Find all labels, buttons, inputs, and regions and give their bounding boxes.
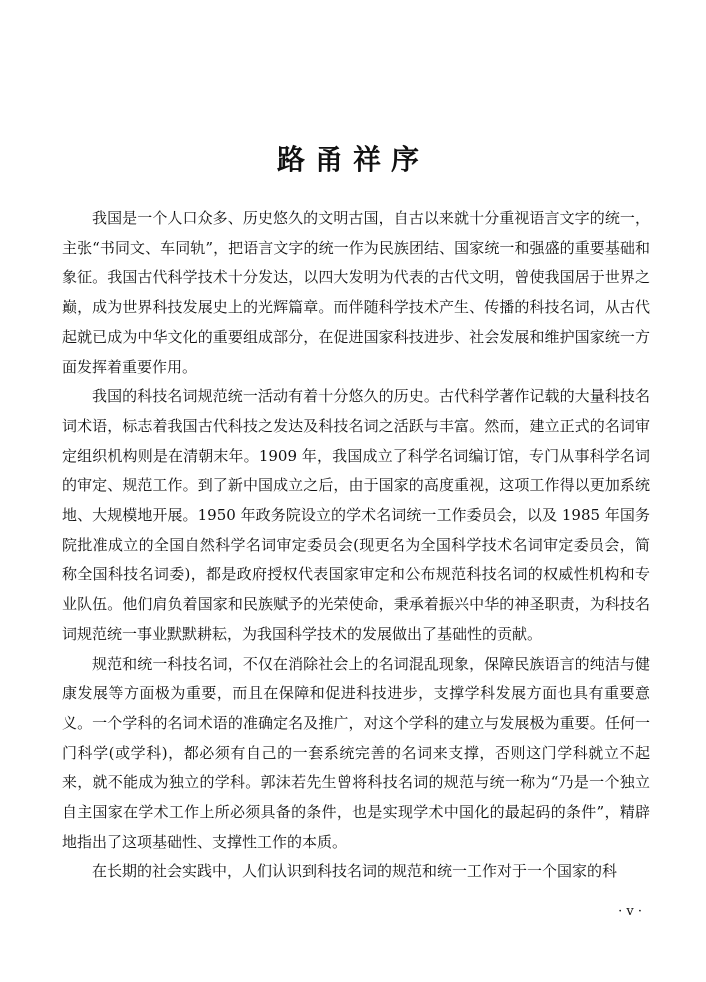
paragraph-2: 我国的科技名词规范统一活动有着十分悠久的历史。古代科学著作记载的大量科技名词术语，标志着我国古代科技之发达及科技名词之活跃与丰富。然而，建立正式的名词审定组织机构则是在清朝末年。1909 年，我国成立了科学名词编订馆，专门从事科学名词的审定、规范工作。到了新中国成立之后，由于国家的高度重视，这项工作得以更加系统地、大规模地开展。1950 年政务院设立的学术名词统一工作委员会，以及 1985 年国务院批准成立的全国自然科学名词审定委员会(现更名为全国科学技术名词审定委员会，简称全国科技名词委)，都是政府授权代表国家审定和公布规范科技名词的权威性机构和专业队伍。他们肩负着国家和民族赋予的光荣使命，秉承着振兴中华的神圣职责，为科技名词规范统一事业默默耕耘，为我国科学技术的发展做出了基础性的贡献。	[62, 387, 650, 643]
preface-body	[62, 204, 650, 887]
paragraph-1: 我国是一个人口众多、历史悠久的文明古国，自古以来就十分重视语言文字的统一，主张“书同文、车同轨”，把语言文字的统一作为民族团结、国家统一和强盛的重要基础和象征。我国古代科学技术十分发达，以四大发明为代表的古代文明，曾使我国居于世界之巅，成为世界科技发展史上的光辉篇章。而伴随科学技术产生、传播的科技名词，从古代起就已成为中华文化的重要组成部分，在促进国家科技进步、社会发展和维护国家统一方面发挥着重要作用。	[62, 209, 650, 376]
paragraph-4: 在长期的社会实践中，人们认识到科技名词的规范和统一工作对于一个国家的科	[92, 862, 618, 881]
page-number: · v ·	[618, 904, 642, 919]
paragraph-3: 规范和统一科技名词，不仅在消除社会上的名词混乱现象，保障民族语言的纯洁与健康发展等方面极为重要，而且在保障和促进科技进步，支撑学科发展方面也具有重要意义。一个学科的名词术语的准确定名及推广，对这个学科的建立与发展极为重要。任何一门科学(或学科)，都必须有自己的一套系统完善的名词来支撑，否则这门学科就立不起来，就不能成为独立的学科。郭沫若先生曾将科技名词的规范与统一称为“乃是一个独立自主国家在学术工作上所必须具备的条件，也是实现学术中国化的最起码的条件”，精辟地指出了这项基础性、支撑性工作的本质。	[62, 654, 650, 851]
page-title: 路甬祥序	[276, 143, 429, 176]
